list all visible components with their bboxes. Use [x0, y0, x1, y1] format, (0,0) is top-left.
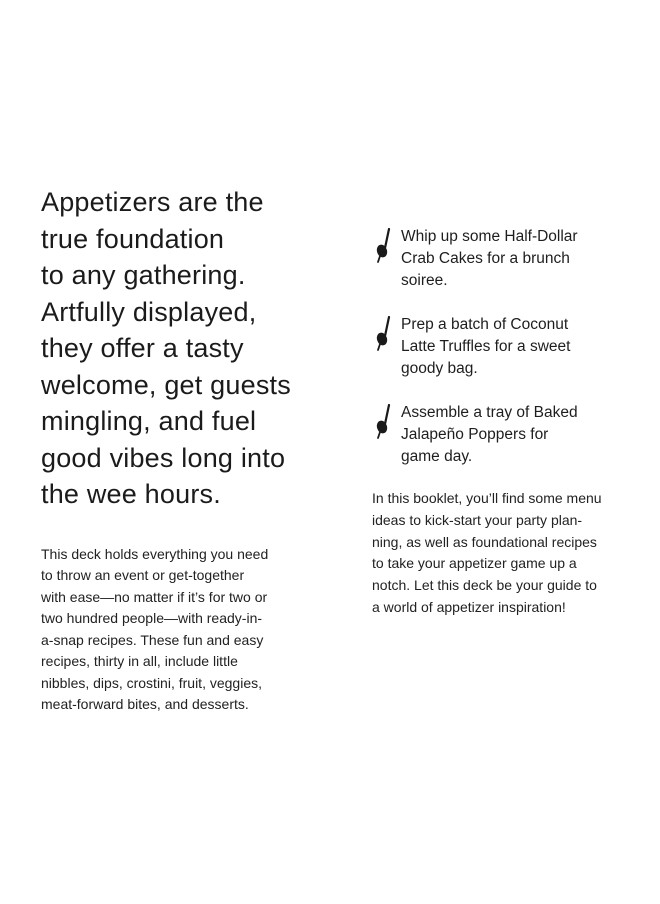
- tip-line: Crab Cakes for a brunch: [401, 250, 570, 267]
- tip-line: Prep a batch of Coconut: [401, 316, 569, 333]
- tip-item: [372, 314, 642, 380]
- booklet-line: notch. Let this deck be your guide to: [372, 577, 597, 594]
- intro-line: nibbles, dips, crostini, fruit, veggies,: [41, 674, 262, 691]
- tip-line: soiree.: [401, 272, 448, 289]
- intro-line: This deck holds everything you need: [41, 545, 269, 562]
- headline-line: they offer a tasty: [41, 333, 244, 363]
- intro-line: two hundred people—with ready-in-: [41, 610, 263, 626]
- tip-line: Whip up some Half-Dollar: [401, 228, 578, 245]
- tip-item: [372, 226, 642, 292]
- booklet-paragraph: [372, 488, 642, 619]
- booklet-line: ning, as well as foundational recipes: [372, 533, 597, 550]
- headline-line: Appetizers are the: [41, 187, 264, 217]
- tip-line: Assemble a tray of Baked: [401, 404, 578, 421]
- headline-line: the wee hours.: [41, 479, 221, 509]
- intro-line: to throw an event or get-together: [41, 567, 245, 583]
- tip-line: Jalapeño Poppers for: [401, 426, 549, 443]
- booklet-line: a world of appetizer inspiration!: [372, 598, 566, 615]
- headline-line: true foundation: [41, 223, 225, 254]
- headline-line: welcome, get guests: [41, 369, 291, 400]
- tips-list: [372, 226, 642, 468]
- tip-line: goody bag.: [401, 360, 478, 377]
- intro-paragraph: [41, 544, 311, 716]
- headline-line: mingling, and fuel: [41, 406, 257, 436]
- right-column: [372, 226, 642, 633]
- intro-line: meat-forward bites, and desserts.: [41, 696, 249, 712]
- olive-pick-icon: [374, 404, 392, 440]
- headline: [41, 184, 311, 513]
- booklet-line: ideas to kick-start your party plan-: [372, 511, 583, 528]
- olive-pick-icon: [374, 316, 392, 352]
- left-column: [41, 184, 311, 730]
- olive-pick-icon: [374, 228, 392, 264]
- intro-line: recipes, thirty in all, include little: [41, 653, 238, 669]
- headline-line: Artfully displayed,: [41, 296, 257, 327]
- intro-line: with ease—no matter if it’s for two or: [41, 588, 268, 605]
- headline-line: good vibes long into: [41, 442, 286, 473]
- booklet-line: In this booklet, you’ll find some menu: [372, 490, 602, 506]
- tip-line: Latte Truffles for a sweet: [401, 338, 571, 355]
- headline-line: to any gathering.: [41, 260, 246, 290]
- booklet-line: to take your appetizer game up a: [372, 555, 577, 572]
- intro-line: a-snap recipes. These fun and easy: [41, 631, 264, 648]
- tip-line: game day.: [401, 448, 473, 465]
- tip-item: [372, 402, 642, 468]
